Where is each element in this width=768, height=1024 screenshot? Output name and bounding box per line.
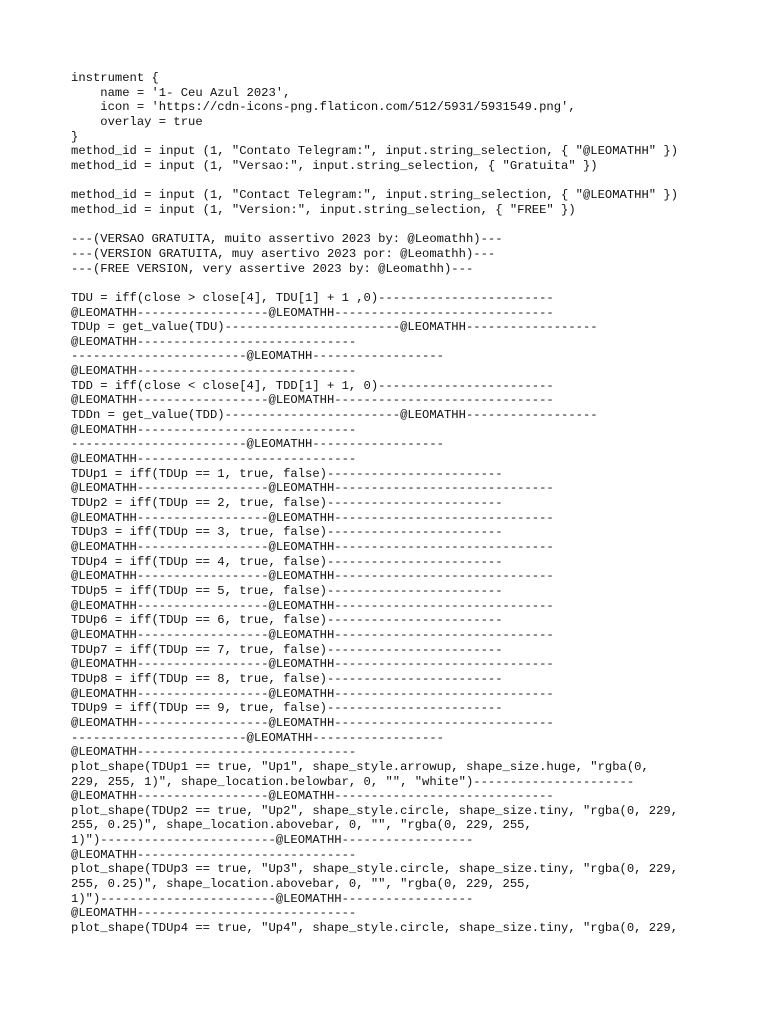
code-line: ---(VERSION GRATUITA, muy asertivo 2023 por: @Leomathh)--- (71, 246, 496, 261)
code-line: @LEOMATHH------------------------------ (71, 847, 357, 862)
code-line: @LEOMATHH------------------@LEOMATHH------------------------------ (71, 686, 554, 701)
code-line: TDUp4 = iff(TDUp == 4, true, false)------------------------ (71, 554, 503, 569)
code-line: @LEOMATHH------------------@LEOMATHH------------------------------ (71, 715, 554, 730)
code-line: plot_shape(TDUp1 == true, "Up1", shape_style.arrowup, shape_size.huge, "rgba(0, (71, 759, 649, 774)
code-line: TDD = iff(close < close[4], TDD[1] + 1, 0)------------------------ (71, 378, 554, 393)
code-line: 255, 0.25)", shape_location.abovebar, 0, "", "rgba(0, 229, 255, (71, 877, 532, 892)
code-line: icon = 'https://cdn-icons-png.flaticon.com/512/5931/5931549.png', (71, 100, 576, 115)
code-line: overlay = true (71, 114, 203, 129)
code-line: plot_shape(TDUp3 == true, "Up3", shape_style.circle, shape_size.tiny, "rgba(0, 229, (71, 862, 679, 877)
code-line: @LEOMATHH------------------@LEOMATHH------------------------------ (71, 627, 554, 642)
code-line: TDUp8 = iff(TDUp == 8, true, false)------------------------ (71, 671, 503, 686)
code-line: @LEOMATHH------------------@LEOMATHH------------------------------ (71, 481, 554, 496)
code-line: @LEOMATHH------------------@LEOMATHH------------------------------ (71, 657, 554, 672)
code-line: @LEOMATHH------------------------------ (71, 364, 357, 379)
code-line: @LEOMATHH------------------------------ (71, 422, 357, 437)
code-line: 1)")------------------------@LEOMATHH------------------ (71, 833, 474, 848)
code-line: ---(VERSAO GRATUITA, muito assertivo 2023 by: @Leomathh)--- (71, 232, 503, 247)
code-line: 229, 255, 1)", shape_location.belowbar, 0, "", "white")---------------------- (71, 774, 635, 789)
code-line: ---(FREE VERSION, very assertive 2023 by: @Leomathh)--- (71, 261, 474, 276)
blank-line (71, 218, 731, 233)
code-line: 1)")------------------------@LEOMATHH------------------ (71, 891, 474, 906)
code-line: @LEOMATHH------------------@LEOMATHH------------------------------ (71, 598, 554, 613)
code-line: plot_shape(TDUp2 == true, "Up2", shape_style.circle, shape_size.tiny, "rgba(0, 229, (71, 803, 679, 818)
code-line: TDUp9 = iff(TDUp == 9, true, false)------------------------ (71, 701, 503, 716)
code-line: TDUp = get_value(TDU)------------------------@LEOMATHH------------------ (71, 320, 598, 335)
code-line: @LEOMATHH------------------@LEOMATHH------------------------------ (71, 510, 554, 525)
code-line: @LEOMATHH------------------@LEOMATHH------------------------------ (71, 540, 554, 554)
code-line: TDUp3 = iff(TDUp == 3, true, false)------------------------ (71, 525, 503, 540)
code-line: ------------------------@LEOMATHH------------------ (71, 349, 444, 364)
code-line: @LEOMATHH------------------------------ (71, 906, 357, 921)
code-line: ------------------------@LEOMATHH------------------ (71, 437, 444, 452)
code-line: plot_shape(TDUp4 == true, "Up4", shape_style.circle, shape_size.tiny, "rgba(0, 229, (71, 921, 679, 936)
code-line: method_id = input (1, "Contact Telegram:", input.string_selection, { "@LEOMATHH" }) (71, 188, 679, 203)
code-line: name = '1- Ceu Azul 2023', (71, 85, 291, 100)
code-line: TDUp7 = iff(TDUp == 7, true, false)------------------------ (71, 642, 503, 657)
code-line: TDUp6 = iff(TDUp == 6, true, false)------------------------ (71, 613, 503, 628)
code-line: @LEOMATHH------------------@LEOMATHH------------------------------ (71, 305, 554, 320)
code-line: TDUp1 = iff(TDUp == 1, true, false)------------------------ (71, 466, 503, 481)
code-line: @LEOMATHH------------------------------ (71, 452, 357, 467)
code-line: ------------------------@LEOMATHH------------------ (71, 730, 444, 745)
code-line: @LEOMATHH------------------------------ (71, 334, 357, 349)
code-line: @LEOMATHH------------------@LEOMATHH------------------------------ (71, 789, 554, 804)
code-line: instrument { (71, 71, 159, 85)
blank-line (71, 174, 731, 189)
code-line: } (71, 129, 79, 144)
code-line: method_id = input (1, "Contato Telegram:", input.string_selection, { "@LEOMATHH" }) (71, 144, 679, 159)
code-line: TDUp5 = iff(TDUp == 5, true, false)------------------------ (71, 583, 503, 598)
code-line: TDU = iff(close > close[4], TDU[1] + 1 ,0)------------------------ (71, 290, 554, 305)
blank-line (71, 276, 731, 291)
code-line: @LEOMATHH------------------@LEOMATHH------------------------------ (71, 569, 554, 584)
code-line: method_id = input (1, "Version:", input.string_selection, { "FREE" }) (71, 202, 576, 217)
code-line: TDUp2 = iff(TDUp == 2, true, false)------------------------ (71, 496, 503, 511)
code-line: @LEOMATHH------------------------------ (71, 745, 357, 760)
code-line: method_id = input (1, "Versao:", input.string_selection, { "Gratuita" }) (71, 158, 598, 173)
code-block (71, 71, 731, 936)
code-line: @LEOMATHH------------------@LEOMATHH------------------------------ (71, 393, 554, 408)
code-line: 255, 0.25)", shape_location.abovebar, 0, "", "rgba(0, 229, 255, (71, 818, 532, 833)
code-line: TDDn = get_value(TDD)------------------------@LEOMATHH------------------ (71, 408, 598, 423)
